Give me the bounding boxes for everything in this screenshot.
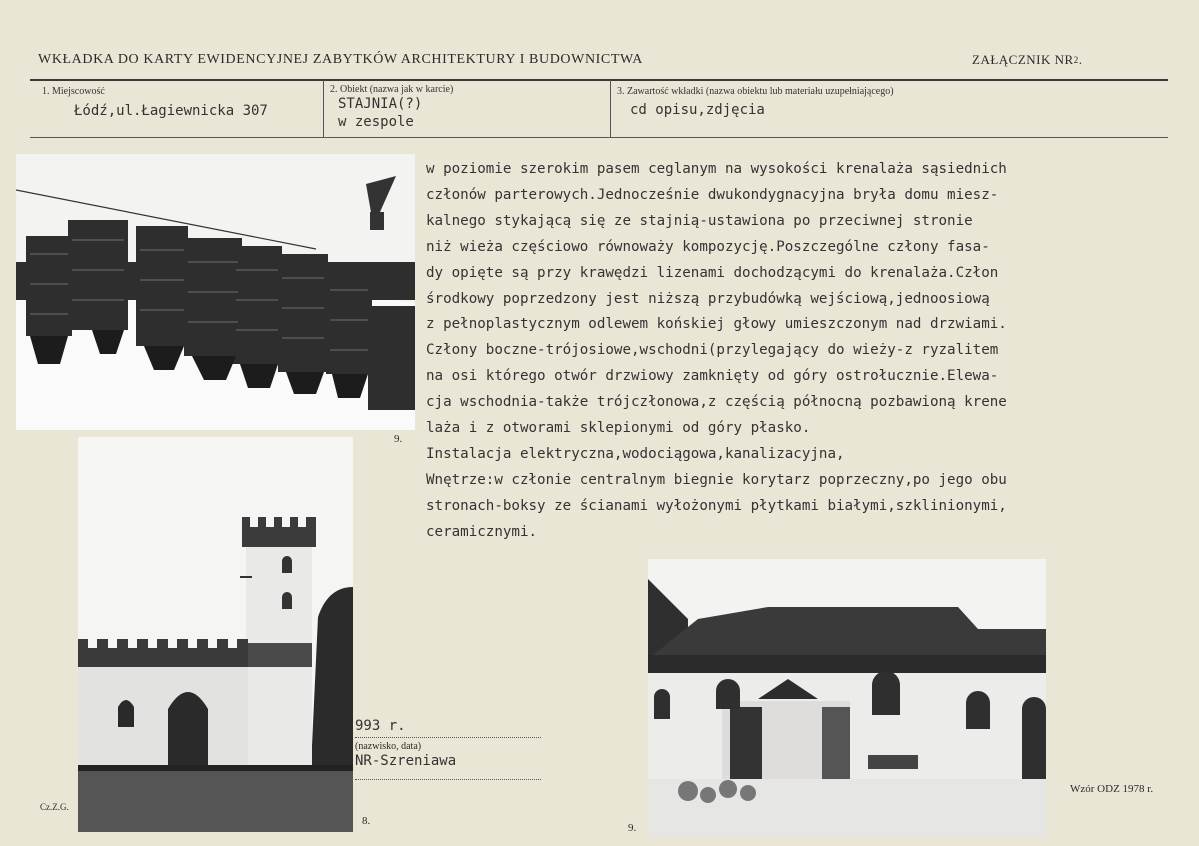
annex-label: ZAŁĄCZNIK NR2. [972,52,1083,67]
text-line: członów parterowych.Jednocześnie dwukondygnacyjna bryła domu miesz- [426,186,999,203]
header-rule-top [30,79,1168,81]
field-divider-2 [610,80,611,137]
photo-facade [648,559,1046,836]
text-line: na osi którego otwór drzwiowy zamknięty od góry ostrołucznie.Elewa- [426,368,999,385]
text-line: niż wieża częściowo równoważy kompozycję.Poszczególne człony fasa- [426,238,990,255]
text-line: kalnego stykającą się ze stajnią-ustawiona po przeciwnej stronie [426,212,973,229]
author-dotline [355,779,541,780]
text-line: Wnętrze:w członie centralnym biegnie korytarz poprzeczny,po jego obu [426,471,1007,488]
description-text [426,157,1126,546]
photo-tower-caption: 8. [362,815,371,827]
content-value: cd opisu,zdjęcia [630,102,765,118]
form-note: Wzór ODZ 1978 r. [1070,783,1154,795]
place-label: 1. Miejscowość [42,86,105,97]
text-line: w poziomie szerokim pasem ceglanym na wysokości krenalaża sąsiednich [426,161,1007,177]
year-dotline [355,737,541,738]
text-line: cja wschodnia-także trójczłonowa,z częścią północną pozbawioną krene [426,394,1007,411]
text-line: laża i z otworami sklepionymi od góry płasko. [426,420,811,437]
photo-tower [78,437,353,832]
text-line: środkowy poprzedzony jest niższą przybudówką wejściową,jednoosiową [426,290,990,307]
place-value: Łódź,ul.Łagiewnicka 307 [74,103,268,119]
object-value-1: STAJNIA(?) [338,96,423,112]
photo-battlements-caption: 9. [394,433,403,445]
printer-mark: Cz.Z.G. [40,802,69,812]
author-label: (nazwisko, data) [355,741,422,752]
object-label: 2. Obiekt (nazwa jak w karcie) [330,84,454,95]
object-value-2: w zespole [338,114,414,130]
survey-year: 993 r. [355,718,406,734]
text-line: stronach-boksy ze ścianami wyłożonymi płytkami białymi,szklinionymi, [426,497,1007,514]
content-label: 3. Zawartość wkładki (nazwa obiektu lub materiału uzupełniającego) [617,86,894,97]
photo-facade-caption: 9. [628,822,637,834]
header-rule-bottom [30,137,1168,138]
text-line: z pełnoplastycznym odlewem końskiej głowy umieszczonym nad drzwiami. [426,316,1007,333]
form-title: WKŁADKA DO KARTY EWIDENCYJNEJ ZABYTKÓW ARCHITEKTURY I BUDOWNICTWA [38,52,643,67]
text-line: ceramicznymi. [426,523,538,540]
text-line: Instalacja elektryczna,wodociągowa,kanalizacyjna, [426,445,845,462]
text-line: Człony boczne-trójosiowe,wschodni(przylegający do wieży-z ryzalitem [426,342,999,359]
author-value: NR-Szreniawa [355,753,457,769]
text-line: dy opięte są przy krawędzi lizenami dochodzącymi do krenalaża.Człon [426,264,999,281]
field-divider-1 [323,80,324,137]
photo-battlements [16,154,415,430]
